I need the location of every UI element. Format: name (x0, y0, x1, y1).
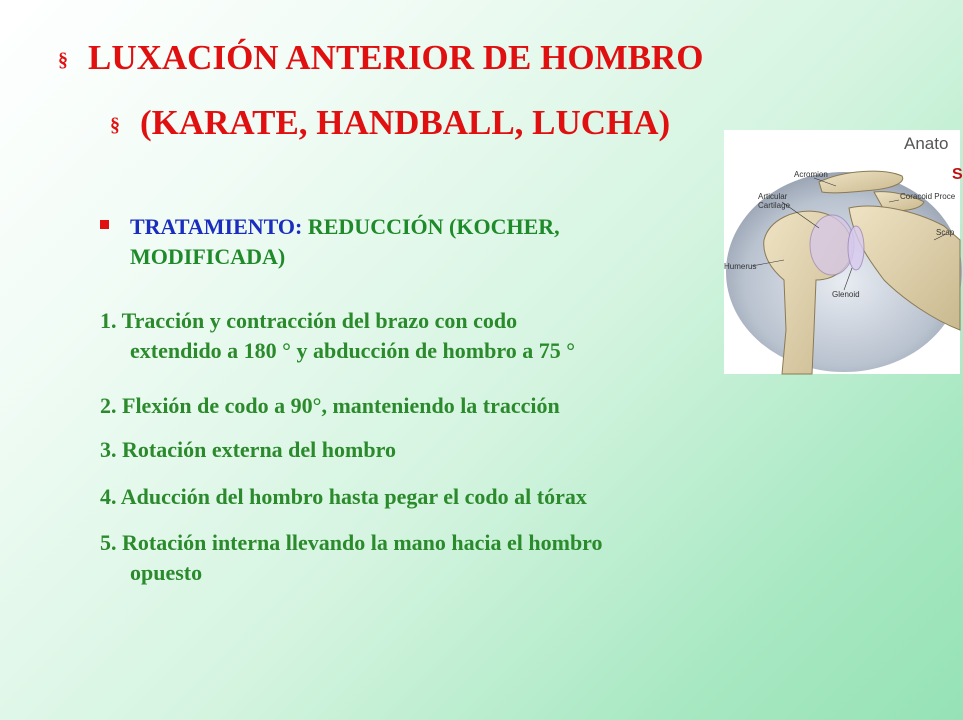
shoulder-anatomy-image (724, 130, 963, 374)
step-text-continued: opuesto (130, 560, 203, 585)
label-scapula: Scap (936, 228, 955, 237)
step-item (100, 482, 587, 512)
label-coracoid: Coracoid Proce (900, 192, 956, 201)
anatomy-title-cut: S (952, 166, 963, 183)
step-item (100, 528, 603, 588)
label-articular: Articular (758, 192, 788, 201)
step-text: 2. Flexión de codo a 90°, manteniendo la tracción (100, 393, 560, 418)
step-text: 5. Rotación interna llevando la mano hacia el hombro (100, 530, 603, 555)
treatment-label: TRATAMIENTO: (130, 214, 303, 239)
step-item (100, 306, 575, 366)
treatment-text-1: REDUCCIÓN (KOCHER, (307, 214, 560, 239)
step-text-continued: extendido a 180 ° y abducción de hombro a 75 ° (130, 338, 576, 363)
label-acromion: Acromion (794, 170, 828, 179)
square-bullet-icon (100, 220, 109, 229)
square-bullet-icon: § (110, 114, 120, 136)
label-humerus: Humerus (724, 262, 757, 271)
square-bullet-icon: § (58, 49, 68, 71)
step-item (100, 391, 560, 421)
step-text: 4. Aducción del hombro hasta pegar el codo al tórax (100, 484, 587, 509)
label-glenoid: Glenoid (832, 290, 860, 299)
title-text-2: (KARATE, HANDBALL, LUCHA) (140, 103, 671, 142)
label-cartilage: Cartilage (758, 201, 791, 210)
treatment-text-2: MODIFICADA) (130, 244, 286, 269)
title-text-1: LUXACIÓN ANTERIOR DE HOMBRO (88, 38, 704, 77)
slide-title-line-2 (110, 103, 810, 147)
step-text: 1. Tracción y contracción del brazo con codo (100, 308, 518, 333)
slide-title-line-1 (58, 38, 858, 82)
anatomy-title: Anato (904, 134, 949, 153)
treatment-item (100, 212, 560, 272)
step-text: 3. Rotación externa del hombro (100, 437, 396, 462)
step-item (100, 435, 396, 465)
shoulder-anatomy-illustration (724, 130, 960, 374)
